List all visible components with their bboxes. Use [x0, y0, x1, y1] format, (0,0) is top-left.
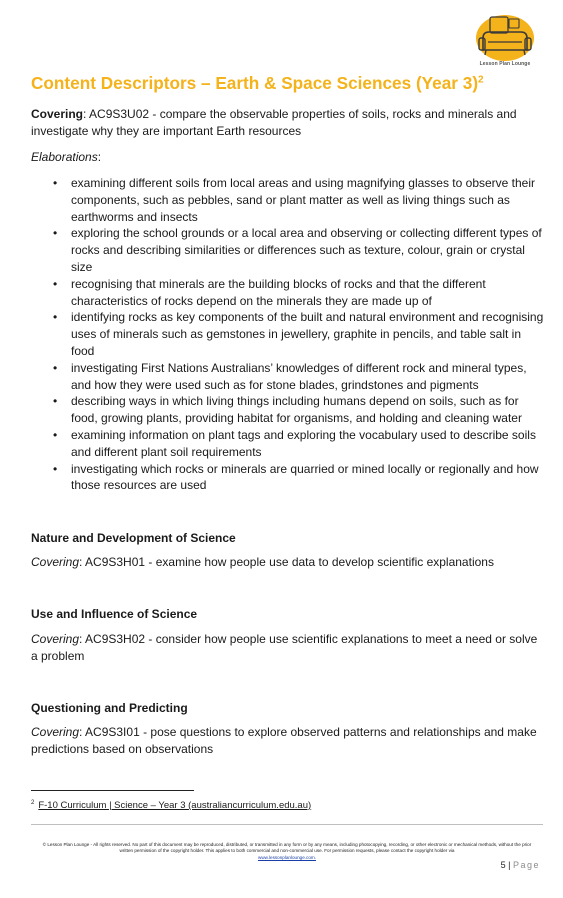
covering-text: : AC9S3H02 - consider how people use scientific explanations to meet a need or solve a problem — [31, 632, 538, 663]
logo-text: Lesson Plan Lounge — [479, 61, 531, 67]
bullet-icon: • — [53, 461, 58, 476]
list-item: • recognising that minerals are the building blocks of rocks and that the different characteristics of rocks depend on the minerals they are made up of — [53, 276, 486, 308]
footnote-number: 2 — [31, 799, 35, 806]
list-item: • examining different soils from local areas and using magnifying glasses to observe their components, such as pebbles, sand or plant matter as well as living things such as earthworms and insects — [53, 176, 536, 224]
section-heading-use: Use and Influence of Science — [31, 607, 198, 621]
covering-label: Covering — [31, 632, 80, 646]
covering-text: : AC9S3I01 - pose questions to explore observed patterns and relationships and make predictions based on observations — [31, 725, 537, 756]
elaborations-list — [50, 175, 545, 494]
copyright-notice — [36, 842, 538, 861]
list-item: • investigating which rocks or minerals are quarried or mined locally or regionally and how those resources are used — [53, 461, 539, 493]
title-text: Content Descriptors – Earth & Space Sciences (Year 3) — [31, 73, 479, 93]
covering-text: : AC9S3H01 - examine how people use data to develop scientific explanations — [79, 555, 494, 569]
page-separator: | — [505, 860, 513, 870]
bullet-icon: • — [53, 427, 58, 442]
footer-divider — [31, 824, 543, 825]
title-footnote-ref: 2 — [478, 74, 484, 86]
list-item: • investigating First Nations Australians’ knowledges of different rock and mineral types, and how they were used such as for stone blades, grindstones and pigments — [53, 360, 527, 392]
bullet-icon: • — [53, 276, 58, 291]
footnote-divider — [31, 790, 194, 791]
bullet-icon: • — [53, 226, 58, 241]
page-number-value: 5 — [500, 860, 506, 870]
section-covering-use — [31, 631, 543, 665]
footnote — [31, 800, 311, 812]
page-word: Page — [512, 860, 540, 870]
bullet-icon: • — [53, 176, 58, 190]
covering-text: : AC9S3U02 - compare the observable properties of soils, rocks and minerals and investigate why they are important Earth resources — [31, 107, 517, 138]
section-covering-questioning — [31, 724, 543, 758]
bullet-icon: • — [53, 394, 58, 409]
section-covering-nature — [31, 554, 543, 571]
copyright-text: © Lesson Plan Lounge - All rights reserved. No part of this document may be reproduced, distributed, or transmitted in any form or by any means, including photocopying, recording, or other electronic or mechanical methods, without the prior written permission of the copyright holder. This applies to both commercial and non-commercial use. For permission requests, please contact the copyright holder via — [42, 842, 532, 854]
list-item: • examining information on plant tags and exploring the vocabulary used to describe soils and different plant soil requirements — [53, 427, 536, 459]
bullet-icon: • — [53, 310, 58, 325]
list-item: • exploring the school grounds or a local area and observing or collecting different types of rocks and describing similarities or differences such as texture, colour, grain or crystal size — [53, 226, 542, 274]
section-heading-questioning: Questioning and Predicting — [31, 701, 188, 715]
page-number — [470, 860, 540, 870]
covering-label: Covering — [31, 725, 80, 739]
website-link[interactable]: www.lessonplanlounge.com. — [258, 854, 316, 860]
list-item: • identifying rocks as key components of the built and natural environment and recognising uses of minerals such as gemstones in jewellery, graphite in pencils, and table salt in food — [53, 310, 544, 358]
covering-label: Covering — [31, 555, 80, 569]
main-covering — [31, 106, 543, 140]
footnote-link[interactable]: F-10 Curriculum | Science – Year 3 (australiancurriculum.edu.au) — [38, 800, 312, 811]
elaborations-label: Elaborations: — [31, 150, 102, 164]
page-title — [31, 73, 541, 93]
covering-label: Covering — [31, 107, 84, 121]
section-heading-nature: Nature and Development of Science — [31, 531, 236, 545]
list-item: • describing ways in which living things including humans depend on soils, such as for food, growing plants, providing habitat for organisms, and holding and cleaning water — [53, 394, 522, 426]
bullet-icon: • — [53, 360, 58, 375]
